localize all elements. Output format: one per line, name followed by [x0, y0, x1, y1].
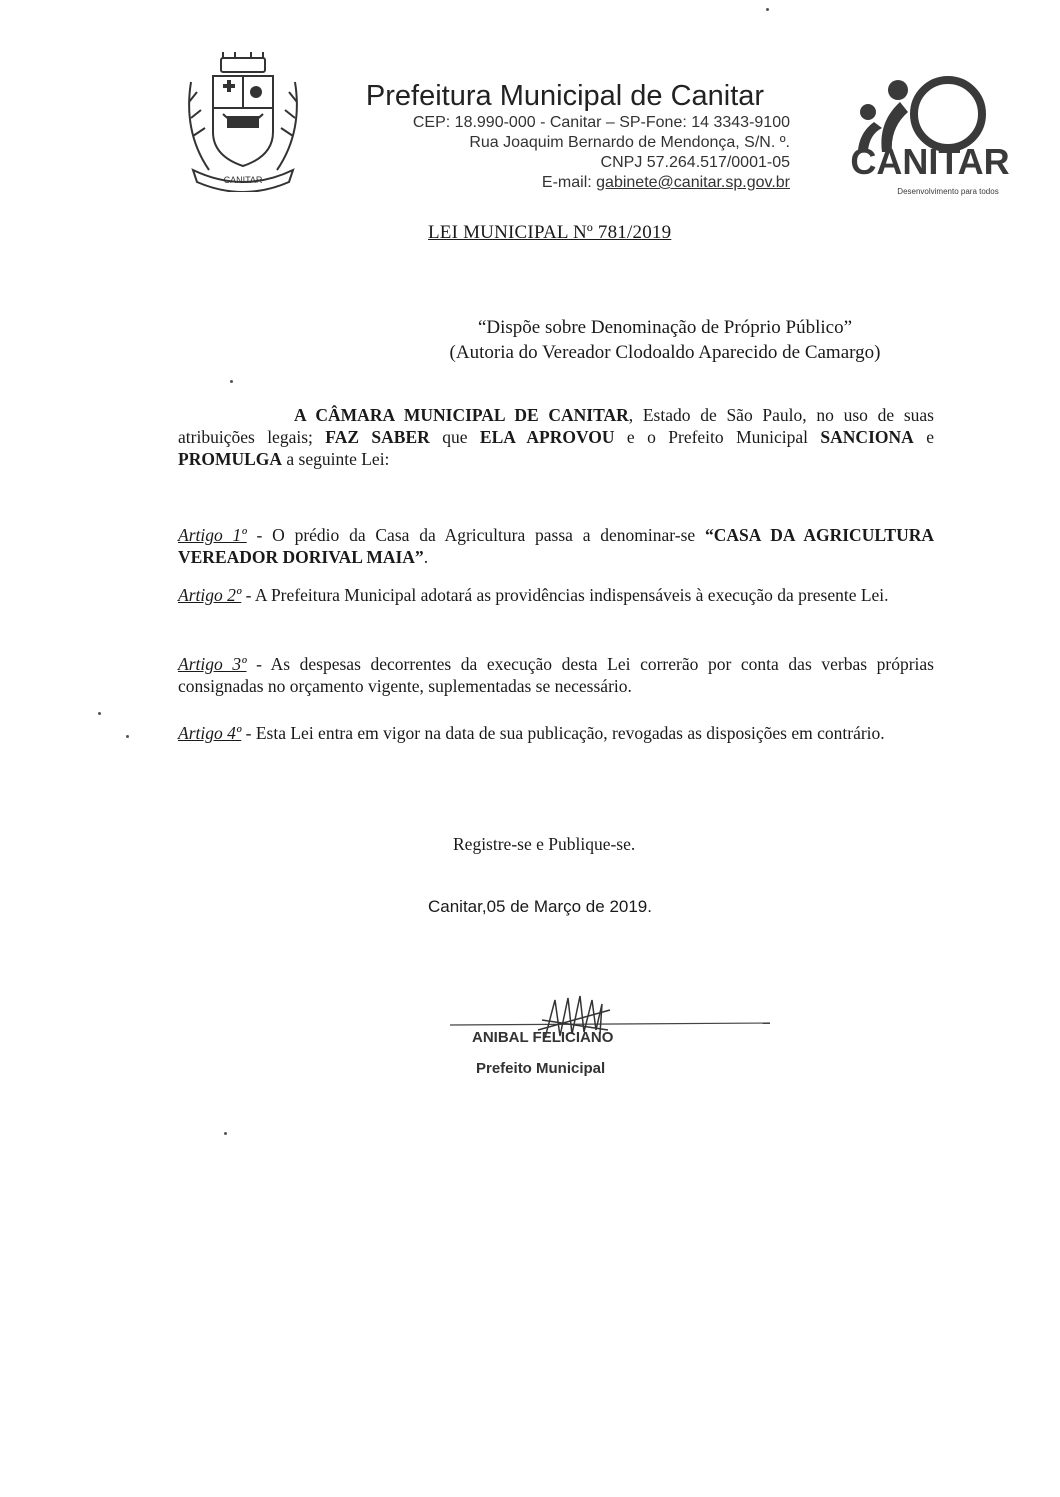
municipal-crest-icon [183, 52, 303, 192]
article-1: Artigo 1º - O prédio da Casa da Agricultura passa a denominar-se “CASA DA AGRICULTURA VEREADOR DORIVAL MAIA”. [178, 525, 934, 567]
article-label: Artigo 4º [178, 723, 242, 743]
email-label: E-mail: [541, 174, 597, 191]
signer-role: Prefeito Municipal [476, 1060, 606, 1077]
address-line-2: Rua Joaquim Bernardo de Mendonça, S/N. º. [469, 134, 790, 151]
summary-line-1: “Dispõe sobre Denominação de Próprio Público” [477, 317, 853, 338]
document-date: Canitar,05 de Março de 2019. [428, 897, 652, 916]
article-label: Artigo 2º [178, 585, 242, 605]
law-title: LEI MUNICIPAL Nº 781/2019 [428, 222, 672, 243]
email-line [300, 173, 790, 193]
address-line-1: CEP: 18.990-000 - Canitar – SP-Fone: 14 3343-9100 [412, 114, 790, 131]
article-4: Artigo 4º - Esta Lei entra em vigor na data de sua publicação, revogadas as disposições em contrário. [178, 723, 885, 743]
svg-text:Desenvolvimento para todos: Desenvolvimento para todos [897, 187, 999, 196]
law-summary [400, 315, 930, 365]
cnpj-line: CNPJ 57.264.517/0001-05 [600, 154, 790, 171]
article-label: Artigo 3º [178, 654, 247, 674]
organization-name: Prefeitura Municipal de Canitar [365, 80, 765, 112]
svg-text:CANITAR: CANITAR [850, 141, 1010, 182]
letterhead [300, 80, 790, 193]
signer-name: ANIBAL FELICIANO [472, 1029, 614, 1046]
scan-speck [230, 380, 233, 383]
scan-speck [126, 735, 129, 738]
article-label: Artigo 1º [178, 525, 247, 545]
closing-statement: Registre-se e Publique-se. [453, 834, 636, 854]
scan-speck [224, 1132, 227, 1135]
canitar-logo [838, 72, 1018, 202]
summary-line-2: (Autoria do Vereador Clodoaldo Aparecido de Camargo) [449, 342, 881, 363]
scan-speck [766, 8, 769, 11]
preamble-paragraph: A CÂMARA MUNICIPAL DE CANITAR, Estado de São Paulo, no uso de suas atribuições legais; FAZ SABER que ELA APROVOU e o Prefeito Municipal SANCIONA e PROMULGA a seguinte Lei: [178, 405, 934, 469]
article-2: Artigo 2º - A Prefeitura Municipal adotará as providências indispensáveis à execução da presente Lei. [178, 585, 889, 605]
scan-speck [98, 712, 101, 715]
article-3: Artigo 3º - As despesas decorrentes da execução desta Lei correrão por conta das verbas próprias consignadas no orçamento vigente, suplementadas se necessário. [178, 654, 934, 696]
svg-text:CANITAR: CANITAR [223, 175, 263, 185]
email-link[interactable]: gabinete@canitar.sp.gov.br [596, 174, 790, 191]
